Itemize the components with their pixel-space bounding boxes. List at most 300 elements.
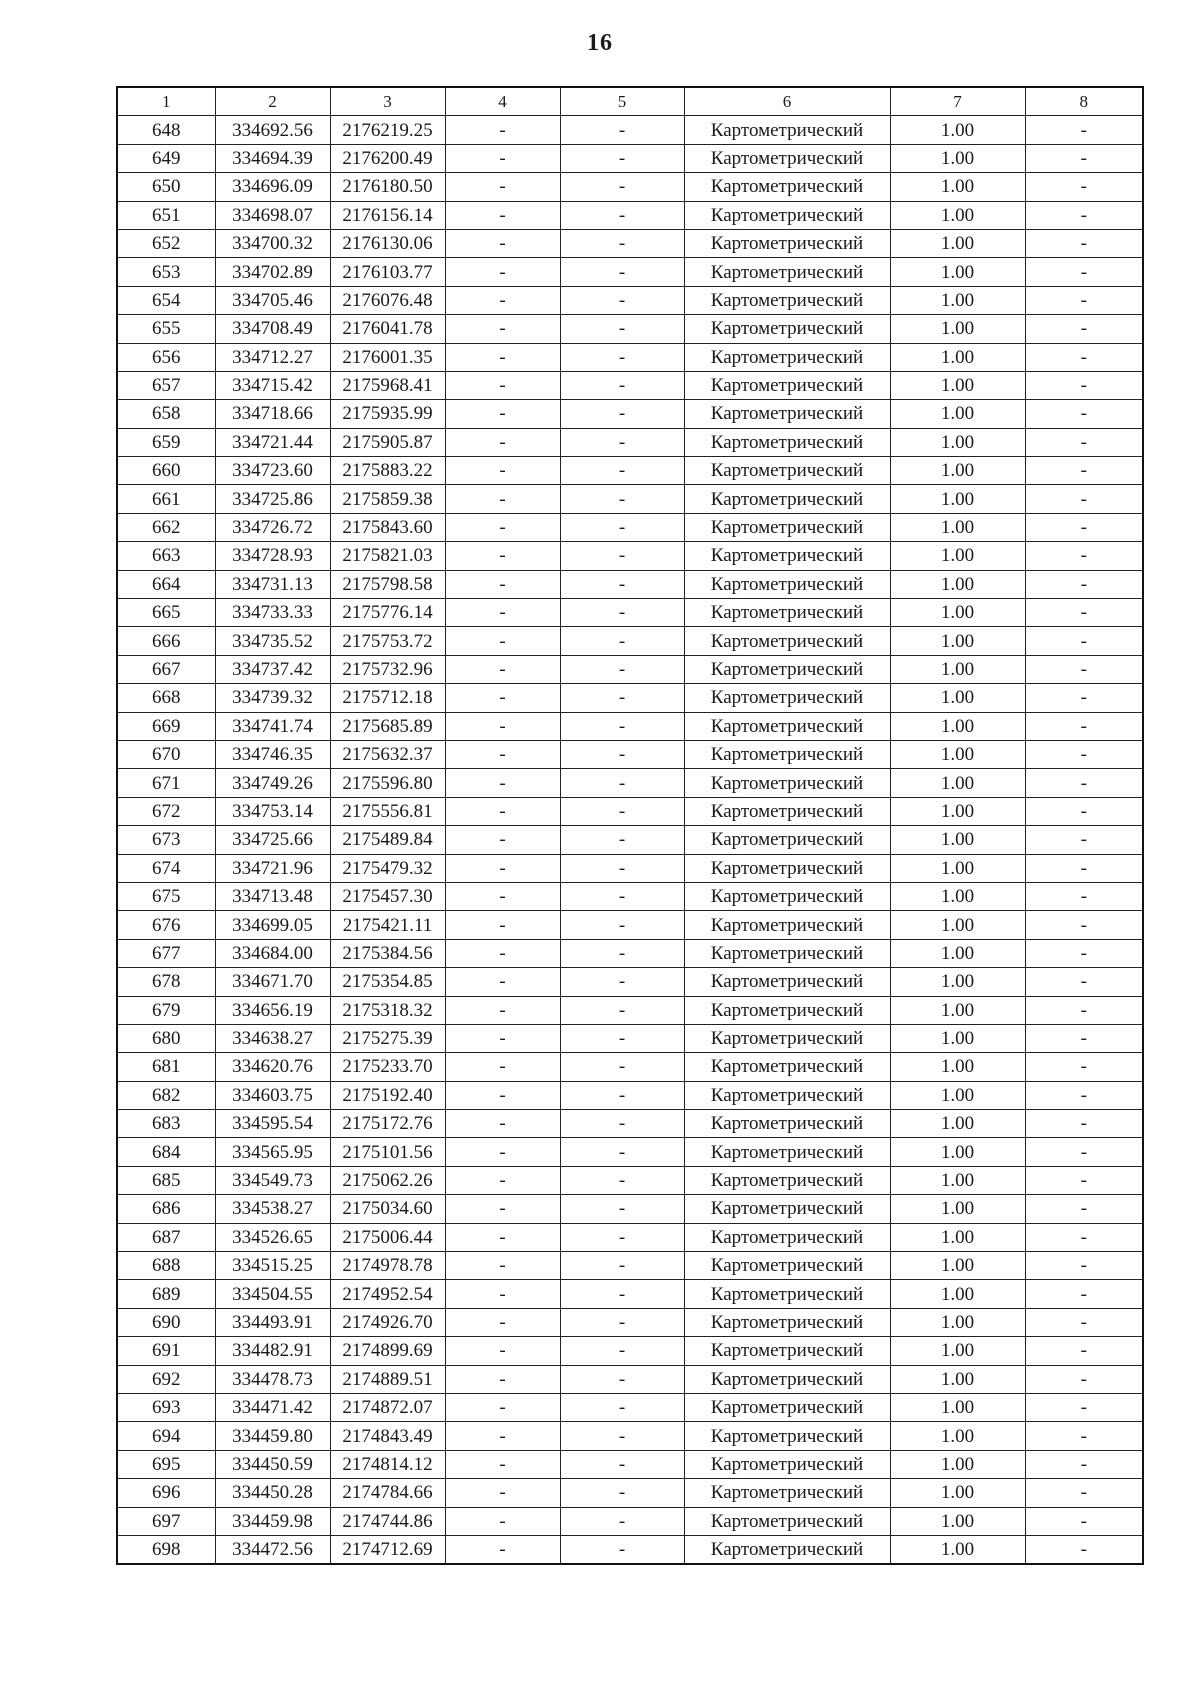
col-8-value: - <box>1025 1365 1143 1393</box>
accuracy-value: 1.00 <box>890 428 1025 456</box>
col-4-value: - <box>445 116 560 144</box>
col-8-value: - <box>1025 854 1143 882</box>
col-4-value: - <box>445 570 560 598</box>
point-number: 692 <box>117 1365 215 1393</box>
point-number: 655 <box>117 315 215 343</box>
table-row <box>117 939 1143 967</box>
accuracy-value: 1.00 <box>890 542 1025 570</box>
col-4-value: - <box>445 684 560 712</box>
point-number: 675 <box>117 882 215 910</box>
coord-y: 2176001.35 <box>330 343 445 371</box>
table-row <box>117 1166 1143 1194</box>
col-5-value: - <box>560 1280 684 1308</box>
method-value: Картометрический <box>684 457 890 485</box>
accuracy-value: 1.00 <box>890 1450 1025 1478</box>
method-value: Картометрический <box>684 201 890 229</box>
col-5-value: - <box>560 911 684 939</box>
method-value: Картометрический <box>684 258 890 286</box>
coord-y: 2175034.60 <box>330 1195 445 1223</box>
accuracy-value: 1.00 <box>890 882 1025 910</box>
table-row <box>117 1138 1143 1166</box>
coord-x: 334721.44 <box>215 428 330 456</box>
method-value: Картометрический <box>684 570 890 598</box>
coord-x: 334459.98 <box>215 1507 330 1535</box>
col-8-value: - <box>1025 1337 1143 1365</box>
col-4-value: - <box>445 400 560 428</box>
col-8-value: - <box>1025 740 1143 768</box>
col-8-value: - <box>1025 1053 1143 1081</box>
col-4-value: - <box>445 939 560 967</box>
method-value: Картометрический <box>684 229 890 257</box>
method-value: Картометрический <box>684 428 890 456</box>
table-row <box>117 712 1143 740</box>
col-5-value: - <box>560 485 684 513</box>
col-8-value: - <box>1025 1479 1143 1507</box>
col-4-value: - <box>445 229 560 257</box>
table-row <box>117 400 1143 428</box>
method-value: Картометрический <box>684 513 890 541</box>
coord-y: 2176041.78 <box>330 315 445 343</box>
col-5-value: - <box>560 968 684 996</box>
point-number: 672 <box>117 797 215 825</box>
table-row <box>117 769 1143 797</box>
point-number: 677 <box>117 939 215 967</box>
table-row <box>117 116 1143 144</box>
point-number: 689 <box>117 1280 215 1308</box>
table-row <box>117 684 1143 712</box>
col-8-value: - <box>1025 400 1143 428</box>
method-value: Картометрический <box>684 655 890 683</box>
col-4-value: - <box>445 1337 560 1365</box>
col-5-value: - <box>560 371 684 399</box>
coord-x: 334482.91 <box>215 1337 330 1365</box>
col-8-value: - <box>1025 1422 1143 1450</box>
col-5-value: - <box>560 173 684 201</box>
col-5-value: - <box>560 939 684 967</box>
point-number: 651 <box>117 201 215 229</box>
coord-y: 2175732.96 <box>330 655 445 683</box>
method-value: Картометрический <box>684 769 890 797</box>
coord-x: 334708.49 <box>215 315 330 343</box>
coord-y: 2174889.51 <box>330 1365 445 1393</box>
table-row <box>117 428 1143 456</box>
col-5-value: - <box>560 570 684 598</box>
point-number: 679 <box>117 996 215 1024</box>
page-number: 16 <box>587 30 613 56</box>
col-8-value: - <box>1025 229 1143 257</box>
col-4-value: - <box>445 542 560 570</box>
method-value: Картометрический <box>684 854 890 882</box>
col-5-value: - <box>560 1393 684 1421</box>
coord-y: 2175968.41 <box>330 371 445 399</box>
column-header-3: 3 <box>330 87 445 116</box>
accuracy-value: 1.00 <box>890 1507 1025 1535</box>
coord-x: 334735.52 <box>215 627 330 655</box>
column-header-6: 6 <box>684 87 890 116</box>
col-5-value: - <box>560 1422 684 1450</box>
coord-y: 2175384.56 <box>330 939 445 967</box>
method-value: Картометрический <box>684 1507 890 1535</box>
accuracy-value: 1.00 <box>890 1252 1025 1280</box>
accuracy-value: 1.00 <box>890 1422 1025 1450</box>
table-row <box>117 655 1143 683</box>
coord-y: 2176219.25 <box>330 116 445 144</box>
point-number: 652 <box>117 229 215 257</box>
col-8-value: - <box>1025 911 1143 939</box>
accuracy-value: 1.00 <box>890 939 1025 967</box>
col-4-value: - <box>445 1393 560 1421</box>
col-5-value: - <box>560 854 684 882</box>
column-header-8: 8 <box>1025 87 1143 116</box>
method-value: Картометрический <box>684 996 890 1024</box>
coord-x: 334603.75 <box>215 1081 330 1109</box>
coord-y: 2176103.77 <box>330 258 445 286</box>
col-4-value: - <box>445 1138 560 1166</box>
col-8-value: - <box>1025 570 1143 598</box>
col-5-value: - <box>560 655 684 683</box>
accuracy-value: 1.00 <box>890 769 1025 797</box>
point-number: 665 <box>117 599 215 627</box>
point-number: 654 <box>117 286 215 314</box>
col-5-value: - <box>560 1450 684 1478</box>
col-5-value: - <box>560 882 684 910</box>
accuracy-value: 1.00 <box>890 173 1025 201</box>
point-number: 663 <box>117 542 215 570</box>
accuracy-value: 1.00 <box>890 1393 1025 1421</box>
coord-y: 2175556.81 <box>330 797 445 825</box>
col-5-value: - <box>560 599 684 627</box>
col-4-value: - <box>445 1535 560 1564</box>
coord-x: 334731.13 <box>215 570 330 598</box>
col-8-value: - <box>1025 627 1143 655</box>
col-4-value: - <box>445 769 560 797</box>
point-number: 697 <box>117 1507 215 1535</box>
col-4-value: - <box>445 1024 560 1052</box>
col-5-value: - <box>560 229 684 257</box>
method-value: Картометрический <box>684 1053 890 1081</box>
method-value: Картометрический <box>684 315 890 343</box>
method-value: Картометрический <box>684 627 890 655</box>
col-8-value: - <box>1025 258 1143 286</box>
table-row <box>117 173 1143 201</box>
column-header-1: 1 <box>117 87 215 116</box>
accuracy-value: 1.00 <box>890 826 1025 854</box>
coord-x: 334713.48 <box>215 882 330 910</box>
method-value: Картометрический <box>684 116 890 144</box>
col-4-value: - <box>445 173 560 201</box>
coord-y: 2175101.56 <box>330 1138 445 1166</box>
coord-x: 334699.05 <box>215 911 330 939</box>
col-8-value: - <box>1025 996 1143 1024</box>
coord-y: 2174952.54 <box>330 1280 445 1308</box>
method-value: Картометрический <box>684 1365 890 1393</box>
coordinates-table <box>116 86 1144 1565</box>
coord-x: 334718.66 <box>215 400 330 428</box>
method-value: Картометрический <box>684 343 890 371</box>
coord-y: 2175685.89 <box>330 712 445 740</box>
point-number: 690 <box>117 1308 215 1336</box>
col-5-value: - <box>560 1024 684 1052</box>
coord-x: 334698.07 <box>215 201 330 229</box>
col-4-value: - <box>445 797 560 825</box>
coord-y: 2175006.44 <box>330 1223 445 1251</box>
accuracy-value: 1.00 <box>890 996 1025 1024</box>
col-4-value: - <box>445 1507 560 1535</box>
point-number: 683 <box>117 1110 215 1138</box>
col-8-value: - <box>1025 1223 1143 1251</box>
table-row <box>117 1252 1143 1280</box>
coord-x: 334459.80 <box>215 1422 330 1450</box>
col-5-value: - <box>560 1365 684 1393</box>
col-5-value: - <box>560 684 684 712</box>
coord-x: 334749.26 <box>215 769 330 797</box>
coord-x: 334526.65 <box>215 1223 330 1251</box>
accuracy-value: 1.00 <box>890 201 1025 229</box>
coord-x: 334739.32 <box>215 684 330 712</box>
table-row <box>117 229 1143 257</box>
method-value: Картометрический <box>684 1479 890 1507</box>
col-5-value: - <box>560 513 684 541</box>
point-number: 671 <box>117 769 215 797</box>
coord-y: 2176156.14 <box>330 201 445 229</box>
method-value: Картометрический <box>684 400 890 428</box>
point-number: 662 <box>117 513 215 541</box>
column-header-2: 2 <box>215 87 330 116</box>
col-8-value: - <box>1025 116 1143 144</box>
coord-x: 334723.60 <box>215 457 330 485</box>
coord-x: 334725.66 <box>215 826 330 854</box>
coord-x: 334671.70 <box>215 968 330 996</box>
table-row <box>117 1195 1143 1223</box>
col-4-value: - <box>445 1479 560 1507</box>
coord-x: 334493.91 <box>215 1308 330 1336</box>
coord-y: 2175712.18 <box>330 684 445 712</box>
point-number: 693 <box>117 1393 215 1421</box>
accuracy-value: 1.00 <box>890 286 1025 314</box>
coord-y: 2174744.86 <box>330 1507 445 1535</box>
table-row <box>117 1024 1143 1052</box>
coord-x: 334692.56 <box>215 116 330 144</box>
coord-y: 2175233.70 <box>330 1053 445 1081</box>
table-row <box>117 457 1143 485</box>
accuracy-value: 1.00 <box>890 1223 1025 1251</box>
col-4-value: - <box>445 286 560 314</box>
method-value: Картометрический <box>684 797 890 825</box>
table-body <box>117 116 1143 1564</box>
table-row <box>117 513 1143 541</box>
col-4-value: - <box>445 996 560 1024</box>
coord-x: 334721.96 <box>215 854 330 882</box>
accuracy-value: 1.00 <box>890 740 1025 768</box>
coord-y: 2175843.60 <box>330 513 445 541</box>
method-value: Картометрический <box>684 1138 890 1166</box>
table-row <box>117 144 1143 172</box>
coord-x: 334515.25 <box>215 1252 330 1280</box>
table-row <box>117 996 1143 1024</box>
col-8-value: - <box>1025 684 1143 712</box>
table-row <box>117 343 1143 371</box>
point-number: 688 <box>117 1252 215 1280</box>
coord-y: 2174712.69 <box>330 1535 445 1564</box>
col-8-value: - <box>1025 428 1143 456</box>
coord-x: 334705.46 <box>215 286 330 314</box>
accuracy-value: 1.00 <box>890 457 1025 485</box>
point-number: 694 <box>117 1422 215 1450</box>
col-4-value: - <box>445 911 560 939</box>
col-5-value: - <box>560 1110 684 1138</box>
col-5-value: - <box>560 740 684 768</box>
point-number: 674 <box>117 854 215 882</box>
coord-y: 2176200.49 <box>330 144 445 172</box>
col-8-value: - <box>1025 1252 1143 1280</box>
coord-x: 334620.76 <box>215 1053 330 1081</box>
table-header-row <box>117 87 1143 116</box>
accuracy-value: 1.00 <box>890 1535 1025 1564</box>
method-value: Картометрический <box>684 1450 890 1478</box>
point-number: 680 <box>117 1024 215 1052</box>
col-5-value: - <box>560 996 684 1024</box>
table-row <box>117 485 1143 513</box>
point-number: 691 <box>117 1337 215 1365</box>
method-value: Картометрический <box>684 826 890 854</box>
coord-y: 2175318.32 <box>330 996 445 1024</box>
method-value: Картометрический <box>684 740 890 768</box>
point-number: 678 <box>117 968 215 996</box>
col-4-value: - <box>445 1422 560 1450</box>
table-row <box>117 1535 1143 1564</box>
column-header-5: 5 <box>560 87 684 116</box>
col-5-value: - <box>560 1337 684 1365</box>
coord-y: 2175935.99 <box>330 400 445 428</box>
col-4-value: - <box>445 258 560 286</box>
accuracy-value: 1.00 <box>890 1053 1025 1081</box>
table-row <box>117 201 1143 229</box>
col-5-value: - <box>560 201 684 229</box>
coord-x: 334737.42 <box>215 655 330 683</box>
coord-x: 334549.73 <box>215 1166 330 1194</box>
table-header <box>117 87 1143 116</box>
accuracy-value: 1.00 <box>890 599 1025 627</box>
col-4-value: - <box>445 201 560 229</box>
point-number: 666 <box>117 627 215 655</box>
table-row <box>117 1479 1143 1507</box>
coord-y: 2175062.26 <box>330 1166 445 1194</box>
point-number: 682 <box>117 1081 215 1109</box>
coord-x: 334694.39 <box>215 144 330 172</box>
col-4-value: - <box>445 627 560 655</box>
col-8-value: - <box>1025 968 1143 996</box>
accuracy-value: 1.00 <box>890 371 1025 399</box>
col-5-value: - <box>560 542 684 570</box>
coord-x: 334504.55 <box>215 1280 330 1308</box>
table-row <box>117 570 1143 598</box>
point-number: 681 <box>117 1053 215 1081</box>
col-4-value: - <box>445 343 560 371</box>
col-8-value: - <box>1025 343 1143 371</box>
col-8-value: - <box>1025 1507 1143 1535</box>
col-5-value: - <box>560 258 684 286</box>
col-8-value: - <box>1025 201 1143 229</box>
accuracy-value: 1.00 <box>890 1365 1025 1393</box>
col-8-value: - <box>1025 1280 1143 1308</box>
accuracy-value: 1.00 <box>890 854 1025 882</box>
method-value: Картометрический <box>684 1195 890 1223</box>
col-4-value: - <box>445 485 560 513</box>
col-4-value: - <box>445 1280 560 1308</box>
accuracy-value: 1.00 <box>890 712 1025 740</box>
point-number: 664 <box>117 570 215 598</box>
coord-y: 2176180.50 <box>330 173 445 201</box>
point-number: 668 <box>117 684 215 712</box>
accuracy-value: 1.00 <box>890 684 1025 712</box>
point-number: 673 <box>117 826 215 854</box>
accuracy-value: 1.00 <box>890 229 1025 257</box>
accuracy-value: 1.00 <box>890 258 1025 286</box>
point-number: 685 <box>117 1166 215 1194</box>
coord-x: 334450.59 <box>215 1450 330 1478</box>
point-number: 696 <box>117 1479 215 1507</box>
method-value: Картометрический <box>684 599 890 627</box>
table-row <box>117 1365 1143 1393</box>
col-5-value: - <box>560 286 684 314</box>
col-8-value: - <box>1025 797 1143 825</box>
col-4-value: - <box>445 1252 560 1280</box>
table-row <box>117 1110 1143 1138</box>
col-4-value: - <box>445 826 560 854</box>
accuracy-value: 1.00 <box>890 400 1025 428</box>
col-8-value: - <box>1025 513 1143 541</box>
accuracy-value: 1.00 <box>890 1195 1025 1223</box>
coord-y: 2175905.87 <box>330 428 445 456</box>
method-value: Картометрический <box>684 144 890 172</box>
table-row <box>117 740 1143 768</box>
accuracy-value: 1.00 <box>890 1081 1025 1109</box>
method-value: Картометрический <box>684 1280 890 1308</box>
coord-y: 2174899.69 <box>330 1337 445 1365</box>
col-4-value: - <box>445 513 560 541</box>
table-row <box>117 797 1143 825</box>
col-8-value: - <box>1025 769 1143 797</box>
col-8-value: - <box>1025 457 1143 485</box>
point-number: 687 <box>117 1223 215 1251</box>
col-5-value: - <box>560 428 684 456</box>
coord-y: 2176076.48 <box>330 286 445 314</box>
point-number: 656 <box>117 343 215 371</box>
method-value: Картометрический <box>684 1223 890 1251</box>
coord-y: 2174978.78 <box>330 1252 445 1280</box>
col-5-value: - <box>560 343 684 371</box>
col-4-value: - <box>445 1365 560 1393</box>
table-row <box>117 599 1143 627</box>
coord-y: 2175776.14 <box>330 599 445 627</box>
column-header-7: 7 <box>890 87 1025 116</box>
col-4-value: - <box>445 854 560 882</box>
table-row <box>117 1337 1143 1365</box>
coord-x: 334725.86 <box>215 485 330 513</box>
method-value: Картометрический <box>684 485 890 513</box>
accuracy-value: 1.00 <box>890 144 1025 172</box>
col-8-value: - <box>1025 826 1143 854</box>
method-value: Картометрический <box>684 911 890 939</box>
col-4-value: - <box>445 1195 560 1223</box>
table-row <box>117 1223 1143 1251</box>
col-8-value: - <box>1025 599 1143 627</box>
coord-y: 2175172.76 <box>330 1110 445 1138</box>
method-value: Картометрический <box>684 1081 890 1109</box>
accuracy-value: 1.00 <box>890 116 1025 144</box>
col-8-value: - <box>1025 1024 1143 1052</box>
col-5-value: - <box>560 315 684 343</box>
